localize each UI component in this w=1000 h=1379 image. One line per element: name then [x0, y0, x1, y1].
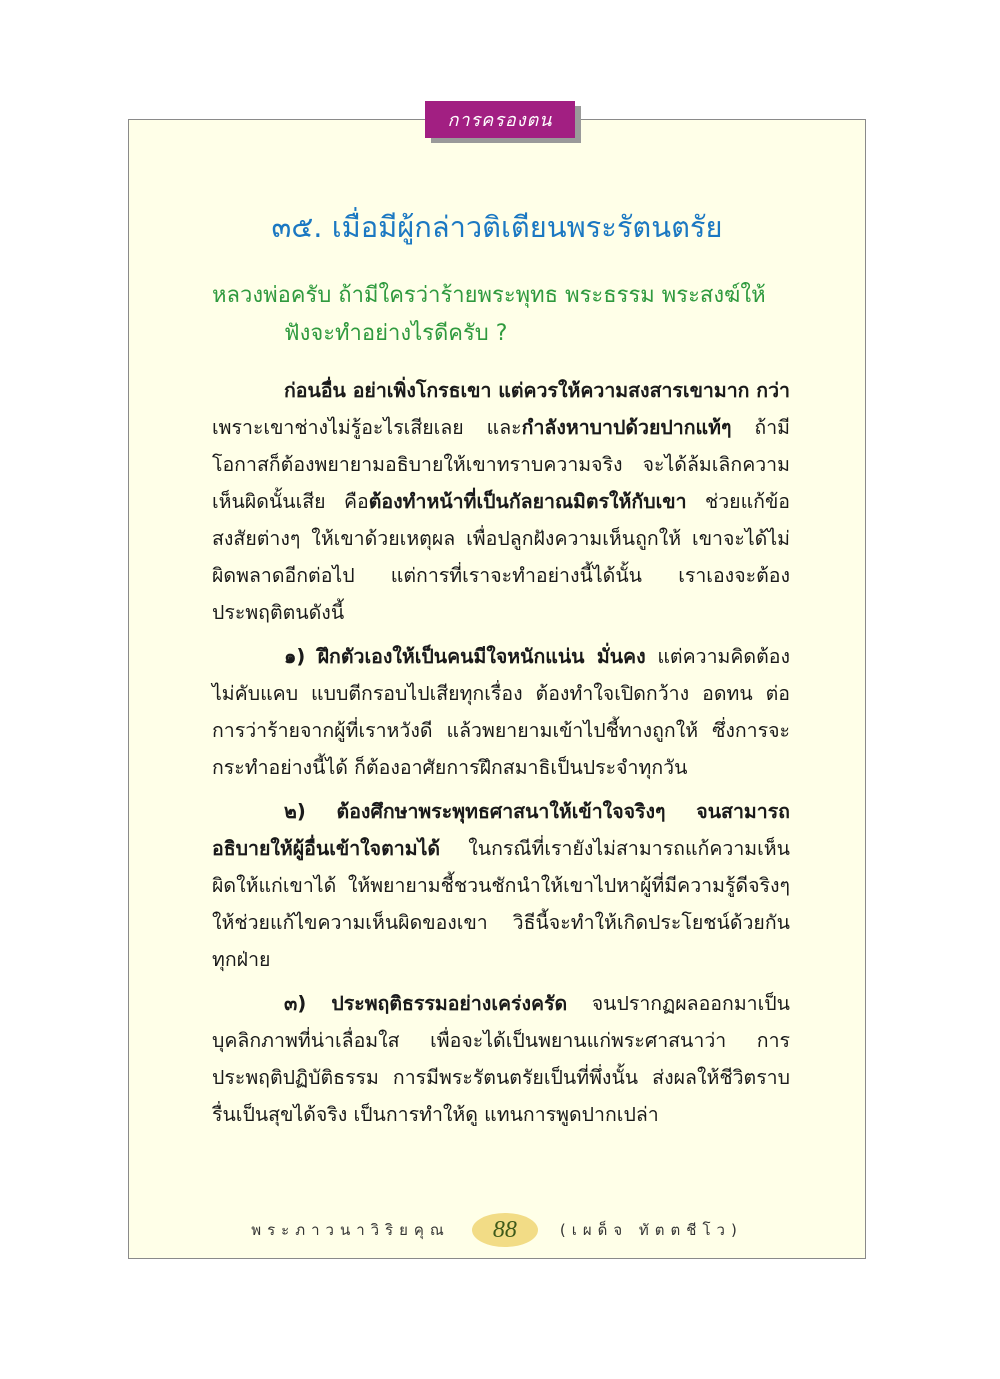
- footer-author-name: (เผด็จ ทัตตชีโว): [559, 1221, 743, 1239]
- bold-text: ๑) ฝึกตัวเองให้เป็นคนมีใจหนักแน่น มั่นคง: [284, 645, 646, 668]
- answer-body: [212, 372, 790, 1140]
- chapter-title: ๓๕. เมื่อมีผู้กล่าวติเตียนพระรัตนตรัย: [271, 210, 723, 244]
- bold-text: กำลังหาบาปด้วยปากแท้ๆ: [521, 416, 732, 439]
- bold-text: ๒) ต้องศึกษาพระพุทธศาสนาให้เข้าใจจริงๆ จนสามารถอธิบายให้ผู้อื่นเข้าใจตามได้: [212, 800, 790, 860]
- bold-text: ต้องทำหน้าที่เป็นกัลยาณมิตรให้กับเขา: [368, 490, 687, 513]
- bold-text: ก่อนอื่น อย่าเพิ่งโกรธเขา แต่ควรให้ความสงสารเขามาก กว่า: [284, 379, 790, 402]
- paragraph-4: [212, 985, 790, 1133]
- section-tab-label: การครองตน: [447, 110, 553, 131]
- question-line-2: ฟังจะทำอย่างไรดีครับ ?: [284, 321, 508, 346]
- page-footer: [128, 1212, 866, 1248]
- body-text: ถ้ามีโอกาสก็ต้องพยายามอธิบายให้เขาทราบความจริง จะได้ล้มเลิกความเห็นผิดนั้นเสีย คือ: [212, 416, 791, 513]
- body-text: จนปรากฏผลออกมาเป็นบุคลิกภาพที่น่าเลื่อมใส เพื่อจะได้เป็นพยานแก่พระศาสนาว่า การประพฤติปฏิบัติธรรม การมีพระรัตนตรัยเป็นที่พึ่งนั้น ส่งผลให้ชีวิตราบรื่นเป็นสุขได้จริง เป็นการทำให้ดู แทนการพูดปากเปล่า: [212, 992, 790, 1126]
- paragraph-3: [212, 793, 790, 978]
- body-text: ช่วยแก้ข้อสงสัยต่างๆ ให้เขาด้วยเหตุผล เพื่อปลูกฝังความเห็นถูกให้ เขาจะได้ไม่ผิดพลาดอีกต่อไป แต่การที่เราจะทำอย่างนี้ได้นั้น เราเองจะต้องประพฤติตนดังนี้: [212, 490, 790, 624]
- footer-author: พระภาวนาวิริยคุณ: [251, 1221, 450, 1239]
- question-line-1: หลวงพ่อครับ ถ้ามีใครว่าร้ายพระพุทธ พระธรรม พระสงฆ์ให้: [212, 283, 766, 308]
- paragraph-2: [212, 638, 790, 786]
- body-text: แต่ความคิดต้องไม่คับแคบ แบบตีกรอบไปเสียทุกเรื่อง ต้องทำใจเปิดกว้าง อดทน ต่อการว่าร้ายจากผู้ที่เราหวังดี แล้วพยายามเข้าไปชี้ทางถูกให้ ซึ่งการจะกระทำอย่างนี้ได้ ก็ต้องอาศัยการฝึกสมาธิเป็นประจำทุกวัน: [212, 645, 790, 779]
- page-number-badge: 88: [472, 1213, 538, 1247]
- question: [212, 277, 802, 353]
- body-text: ในกรณีที่เรายังไม่สามารถแก้ความเห็นผิดให้แก่เขาได้ ให้พยายามชี้ชวนชักนำให้เขาไปหาผู้ที่มีความรู้ดีจริงๆ ให้ช่วยแก้ไขความเห็นผิดของเขา วิธีนี้จะทำให้เกิดประโยชน์ด้วยกันทุกฝ่าย: [212, 837, 790, 971]
- bold-text: ๓) ประพฤติธรรมอย่างเคร่งครัด: [284, 992, 568, 1015]
- body-text: เพราะเขาช่างไม่รู้อะไรเสียเลย และ: [212, 416, 522, 439]
- paragraph-1: [212, 372, 790, 631]
- section-tab: [425, 101, 575, 138]
